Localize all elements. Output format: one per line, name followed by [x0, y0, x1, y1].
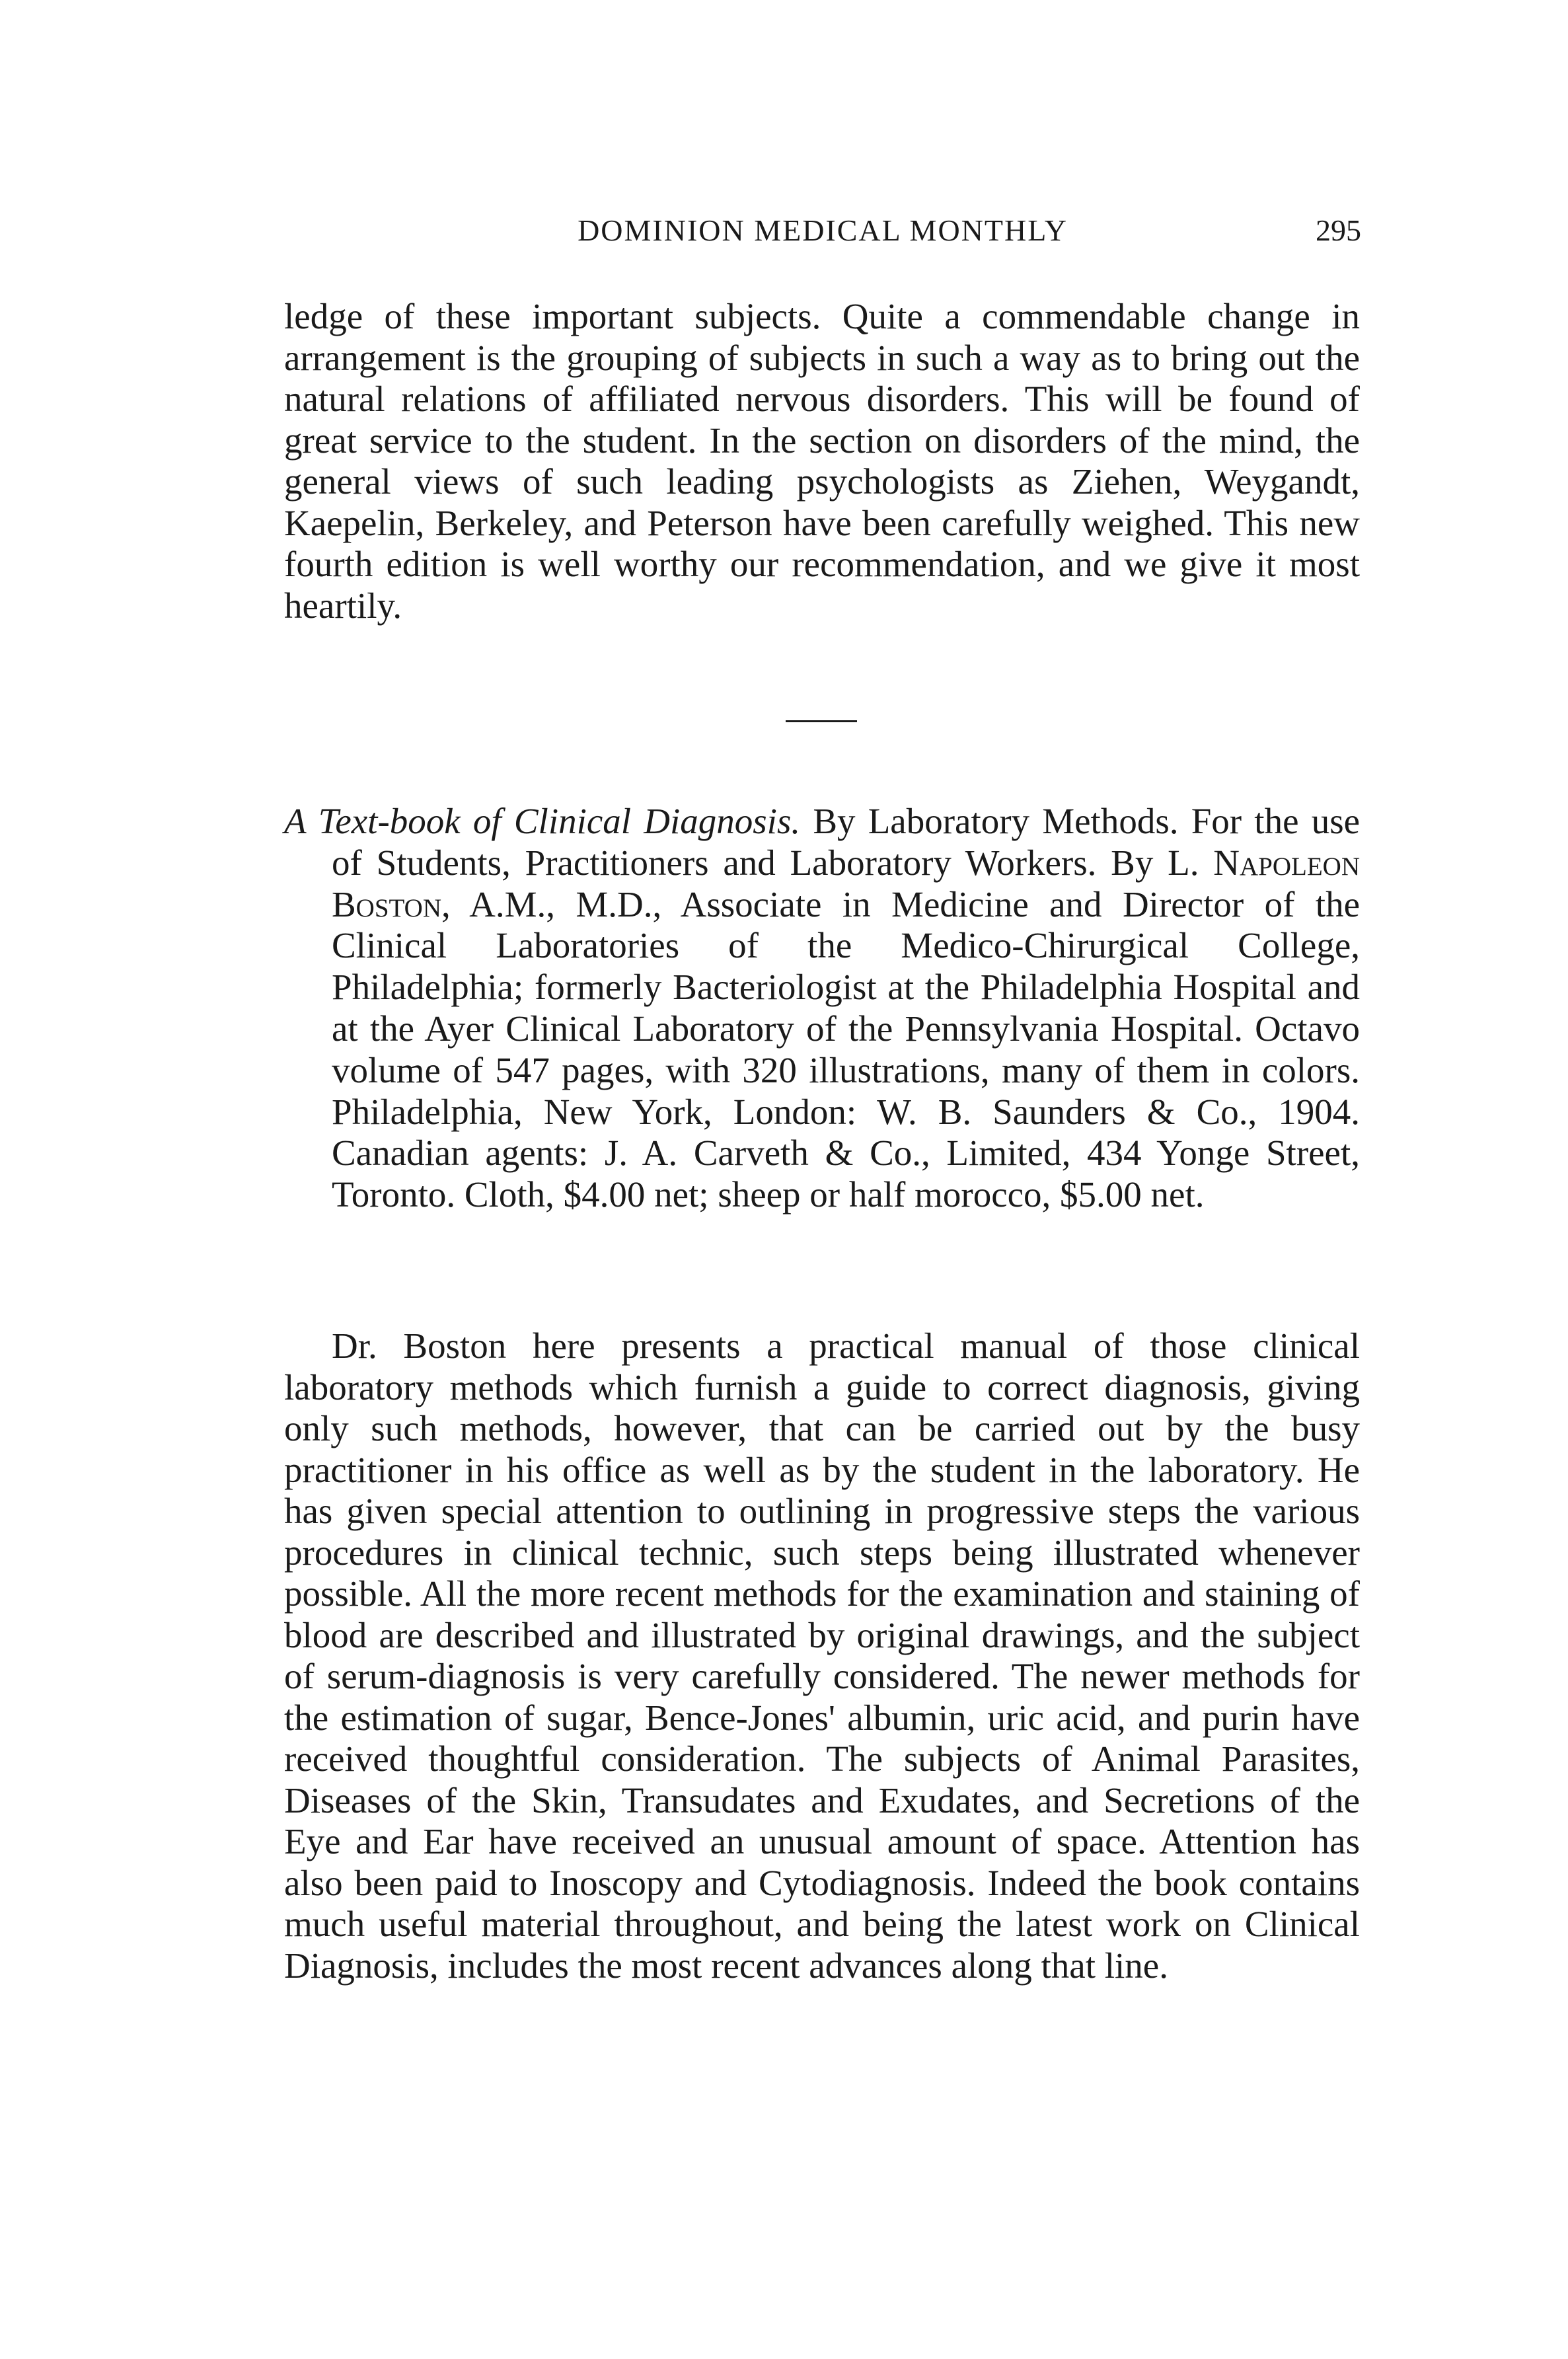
- book-subtitle: By Laboratory Methods. For the use of Students, Practitioners and Laboratory Workers. By: [332, 801, 1361, 883]
- book-author: L. Napoleon Boston: [332, 842, 1361, 924]
- section-divider: [786, 720, 857, 722]
- running-header: [284, 213, 1361, 252]
- running-title: DOMINION MEDICAL MONTHLY: [578, 213, 1068, 247]
- book-title: A Text-book of Clinical Diagnosis.: [284, 801, 801, 841]
- review-citation: [284, 801, 1360, 1216]
- review-body-paragraph: [284, 1326, 1360, 1986]
- book-details: , A.M., M.D., Associate in Medicine and Director of the Clinical Laboratories of the Medico-Chirurgical College, Philadelphia; formerly Bacteriologist at the Philadelphia Hospital and at the Ayer Clinical Laboratory of the Pennsylvania Hospital. Octavo volume of 547 pages, with 320 illustrations, many of them in colors. Philadelphia, New York, London: W. B. Saunders & Co., 1904. Canadian agents: J. A. Carveth & Co., Limited, 434 Yonge Street, Toronto. Cloth, $4.00 net; sheep or half morocco, $5.00 net.: [332, 883, 1360, 1215]
- page-number: 295: [1316, 213, 1361, 247]
- review-body-text: Dr. Boston here presents a practical manual of those clinical laboratory methods which furnish a guide to correct diagnosis, giving only such methods, however, that can be carried out by the busy practitioner in his office as well as by the student in the laboratory. He has given special attention to outlining in progressive steps the various procedures in clinical technic, such steps being illustrated whenever possible. All the more recent methods for the examination and staining of blood are described and illustrated by original drawings, and the subject of serum-diagnosis is very carefully considered. The newer methods for the estimation of sugar, Bence-Jones' albumin, uric acid, and purin have received thoughtful consideration. The subjects of Animal Parasites, Diseases of the Skin, Transudates and Exudates, and Secretions of the Eye and Ear have received an unusual amount of space. Attention has also been paid to Inoscopy and Cytodiagnosis. Indeed the book contains much useful material throughout, and being the latest work on Clinical Diagnosis, includes the most recent advances along that line.: [284, 1326, 1360, 1986]
- continued-review-paragraph: [284, 296, 1360, 626]
- continued-review-text: ledge of these important subjects. Quite a commendable change in arrangement is the grouping of subjects in such a way as to bring out the natural relations of affiliated nervous disorders. This will be found of great service to the student. In the section on disorders of the mind, the general views of such leading psychologists as Ziehen, Weygandt, Kaepelin, Berkeley, and Peterson have been carefully weighed. This new fourth edition is well worthy our recommendation, and we give it most heartily.: [284, 296, 1360, 626]
